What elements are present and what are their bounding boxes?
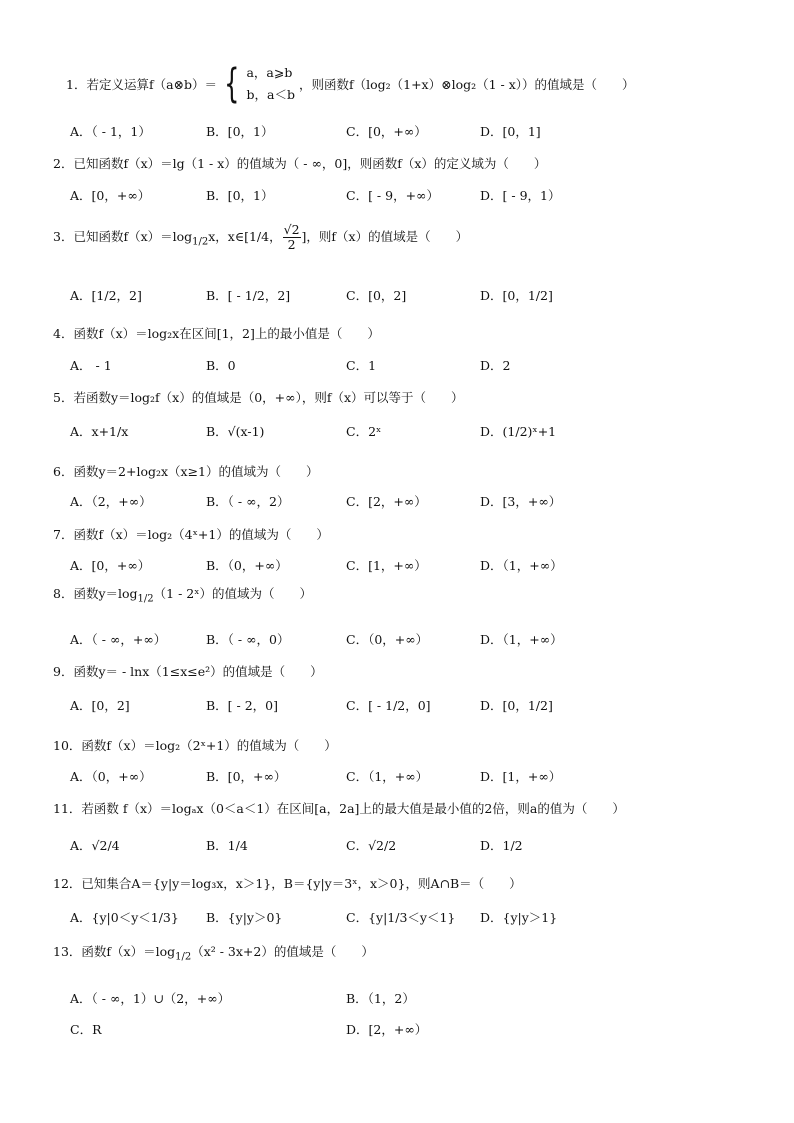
option-d[interactable]: D．[0，1/2] (480, 698, 553, 713)
option-b[interactable]: B．（1，2） (346, 991, 415, 1006)
option-c[interactable]: C．[1，+∞） (346, 558, 427, 573)
question-8-stem (53, 586, 312, 608)
option-d[interactable]: D．1/2 (480, 838, 523, 853)
option-b[interactable]: B．[ - 1/2，2] (206, 288, 291, 303)
question-1-cases (246, 62, 294, 106)
option-b[interactable]: B．（ - ∞，0） (206, 632, 290, 647)
option-d[interactable]: D．[0，1] (480, 124, 541, 139)
option-c[interactable]: C．√2/2 (346, 838, 397, 853)
question-1-text: 1．若定义运算 (66, 77, 149, 92)
option-a[interactable]: A．（2，+∞） (70, 494, 152, 509)
option-b[interactable]: B．[0，1） (206, 124, 274, 139)
question-3-text: 3．已知函数f（x）＝log (53, 229, 193, 244)
question-10-stem: 10．函数f（x）＝log₂（2ˣ+1）的值域为（ ） (53, 738, 337, 753)
option-d[interactable]: D．2 (480, 358, 511, 373)
option-c[interactable]: C．（0，+∞） (346, 632, 429, 647)
option-b[interactable]: B．1/4 (206, 838, 248, 853)
option-a[interactable]: A．[0，2] (70, 698, 130, 713)
case-2: b，a＜b (246, 87, 295, 102)
question-11-stem: 11．若函数 f（x）＝logₐx（0＜a＜1）在区间[a，2a]上的最大值是最小值的2倍，则a的值为（ ） (53, 801, 625, 816)
question-8-suffix: （1 - 2ˣ）的值域为（ ） (153, 586, 313, 601)
option-b[interactable]: B．0 (206, 358, 236, 373)
option-d[interactable]: D．(1/2)ˣ+1 (480, 424, 557, 439)
option-a[interactable]: A．（ - ∞，1）∪（2，+∞） (70, 991, 231, 1006)
option-a[interactable]: A． - 1 (70, 358, 112, 373)
option-c[interactable]: C．1 (346, 358, 377, 373)
log-base: 1/2 (192, 236, 209, 248)
option-c[interactable]: C．R (70, 1022, 102, 1037)
option-a[interactable]: A．[1/2，2] (70, 288, 142, 303)
question-2-stem: 2．已知函数f（x）＝lg（1 - x）的值域为（ - ∞，0]，则函数f（x）的定义域为（ ） (53, 156, 547, 171)
question-6-stem: 6．函数y＝2+log₂x（x≥1）的值域为（ ） (53, 464, 319, 479)
option-b[interactable]: B．（ - ∞，2） (206, 494, 290, 509)
question-8-text: 8．函数y＝log (53, 586, 138, 601)
option-c[interactable]: C．{y|1/3＜y＜1} (346, 910, 456, 925)
option-a[interactable]: A．x+1/x (70, 424, 129, 439)
option-d[interactable]: D．（1，+∞） (480, 632, 563, 647)
log-base: 1/2 (175, 951, 192, 963)
option-d[interactable]: D．[0，1/2] (480, 288, 553, 303)
option-c[interactable]: C．[0，2] (346, 288, 407, 303)
option-a[interactable]: A．[0，+∞） (70, 558, 151, 573)
option-d[interactable]: D．[ - 9，1） (480, 188, 561, 203)
option-d[interactable]: D．{y|y＞1} (480, 910, 558, 925)
option-b[interactable]: B．[0，+∞） (206, 769, 287, 784)
question-1-stem (66, 62, 635, 108)
question-3-stem (53, 222, 468, 258)
option-c[interactable]: C．[0，+∞） (346, 124, 427, 139)
fraction-2: $\frac{√2}{2}$ (283, 222, 300, 252)
question-5-stem: 5．若函数y＝log₂f（x）的值域是（0，+∞），则f（x）可以等于（ ） (53, 390, 464, 405)
question-13-stem (53, 944, 374, 966)
option-d[interactable]: D．（1，+∞） (480, 558, 563, 573)
option-b[interactable]: B．（0，+∞） (206, 558, 288, 573)
option-a[interactable]: A．（ - ∞，+∞） (70, 632, 167, 647)
option-c[interactable]: C．[ - 9，+∞） (346, 188, 439, 203)
question-7-stem: 7．函数f（x）＝log₂（4ˣ+1）的值域为（ ） (53, 527, 329, 542)
question-1-suffix: ，则函数f（log₂（1+x）⊗log₂（1 - x））的值域是（ ） (298, 77, 635, 92)
option-a[interactable]: A．{y|0＜y＜1/3} (70, 910, 179, 925)
option-c[interactable]: C．[2，+∞） (346, 494, 427, 509)
brace-icon: { (224, 61, 240, 107)
question-3-mid: x，x∈[ (208, 229, 249, 244)
option-b[interactable]: B．[ - 2，0] (206, 698, 279, 713)
option-d[interactable]: D．[3，+∞） (480, 494, 562, 509)
case-1: a，a⩾b (246, 65, 293, 80)
question-9-stem: 9．函数y＝ - lnx（1≤x≤e²）的值域是（ ） (53, 664, 323, 679)
question-13-text: 13．函数f（x）＝log (53, 944, 176, 959)
option-c[interactable]: C．（1，+∞） (346, 769, 429, 784)
question-13-suffix: （x² - 3x+2）的值域是（ ） (191, 944, 374, 959)
question-12-stem: 12．已知集合A＝{y|y＝log₃x，x＞1}，B＝{y|y＝3ˣ，x＞0}，则A∩B＝（ ） (53, 876, 522, 891)
question-4-stem: 4．函数f（x）＝log₂x在区间[1，2]上的最小值是（ ） (53, 326, 380, 341)
option-c[interactable]: C．2ˣ (346, 424, 382, 439)
question-3-suffix: ]，则f（x）的值域是（ ） (301, 229, 469, 244)
option-a[interactable]: A．[0，+∞） (70, 188, 151, 203)
option-b[interactable]: B．[0，1） (206, 188, 274, 203)
option-d[interactable]: D．[1，+∞） (480, 769, 562, 784)
option-c[interactable]: C．[ - 1/2，0] (346, 698, 431, 713)
option-a[interactable]: A．（0，+∞） (70, 769, 152, 784)
option-b[interactable]: B．√(x-1) (206, 424, 265, 439)
option-a[interactable]: A．√2/4 (70, 838, 120, 853)
question-1-func: f（a⊗b）＝ (148, 77, 218, 92)
option-a[interactable]: A．（ - 1，1） (70, 124, 151, 139)
separator: ， (269, 229, 282, 244)
option-b[interactable]: B．{y|y＞0} (206, 910, 283, 925)
fraction-1: 1/4 (248, 229, 270, 244)
log-base: 1/2 (137, 593, 154, 605)
option-d[interactable]: D．[2，+∞） (346, 1022, 428, 1037)
